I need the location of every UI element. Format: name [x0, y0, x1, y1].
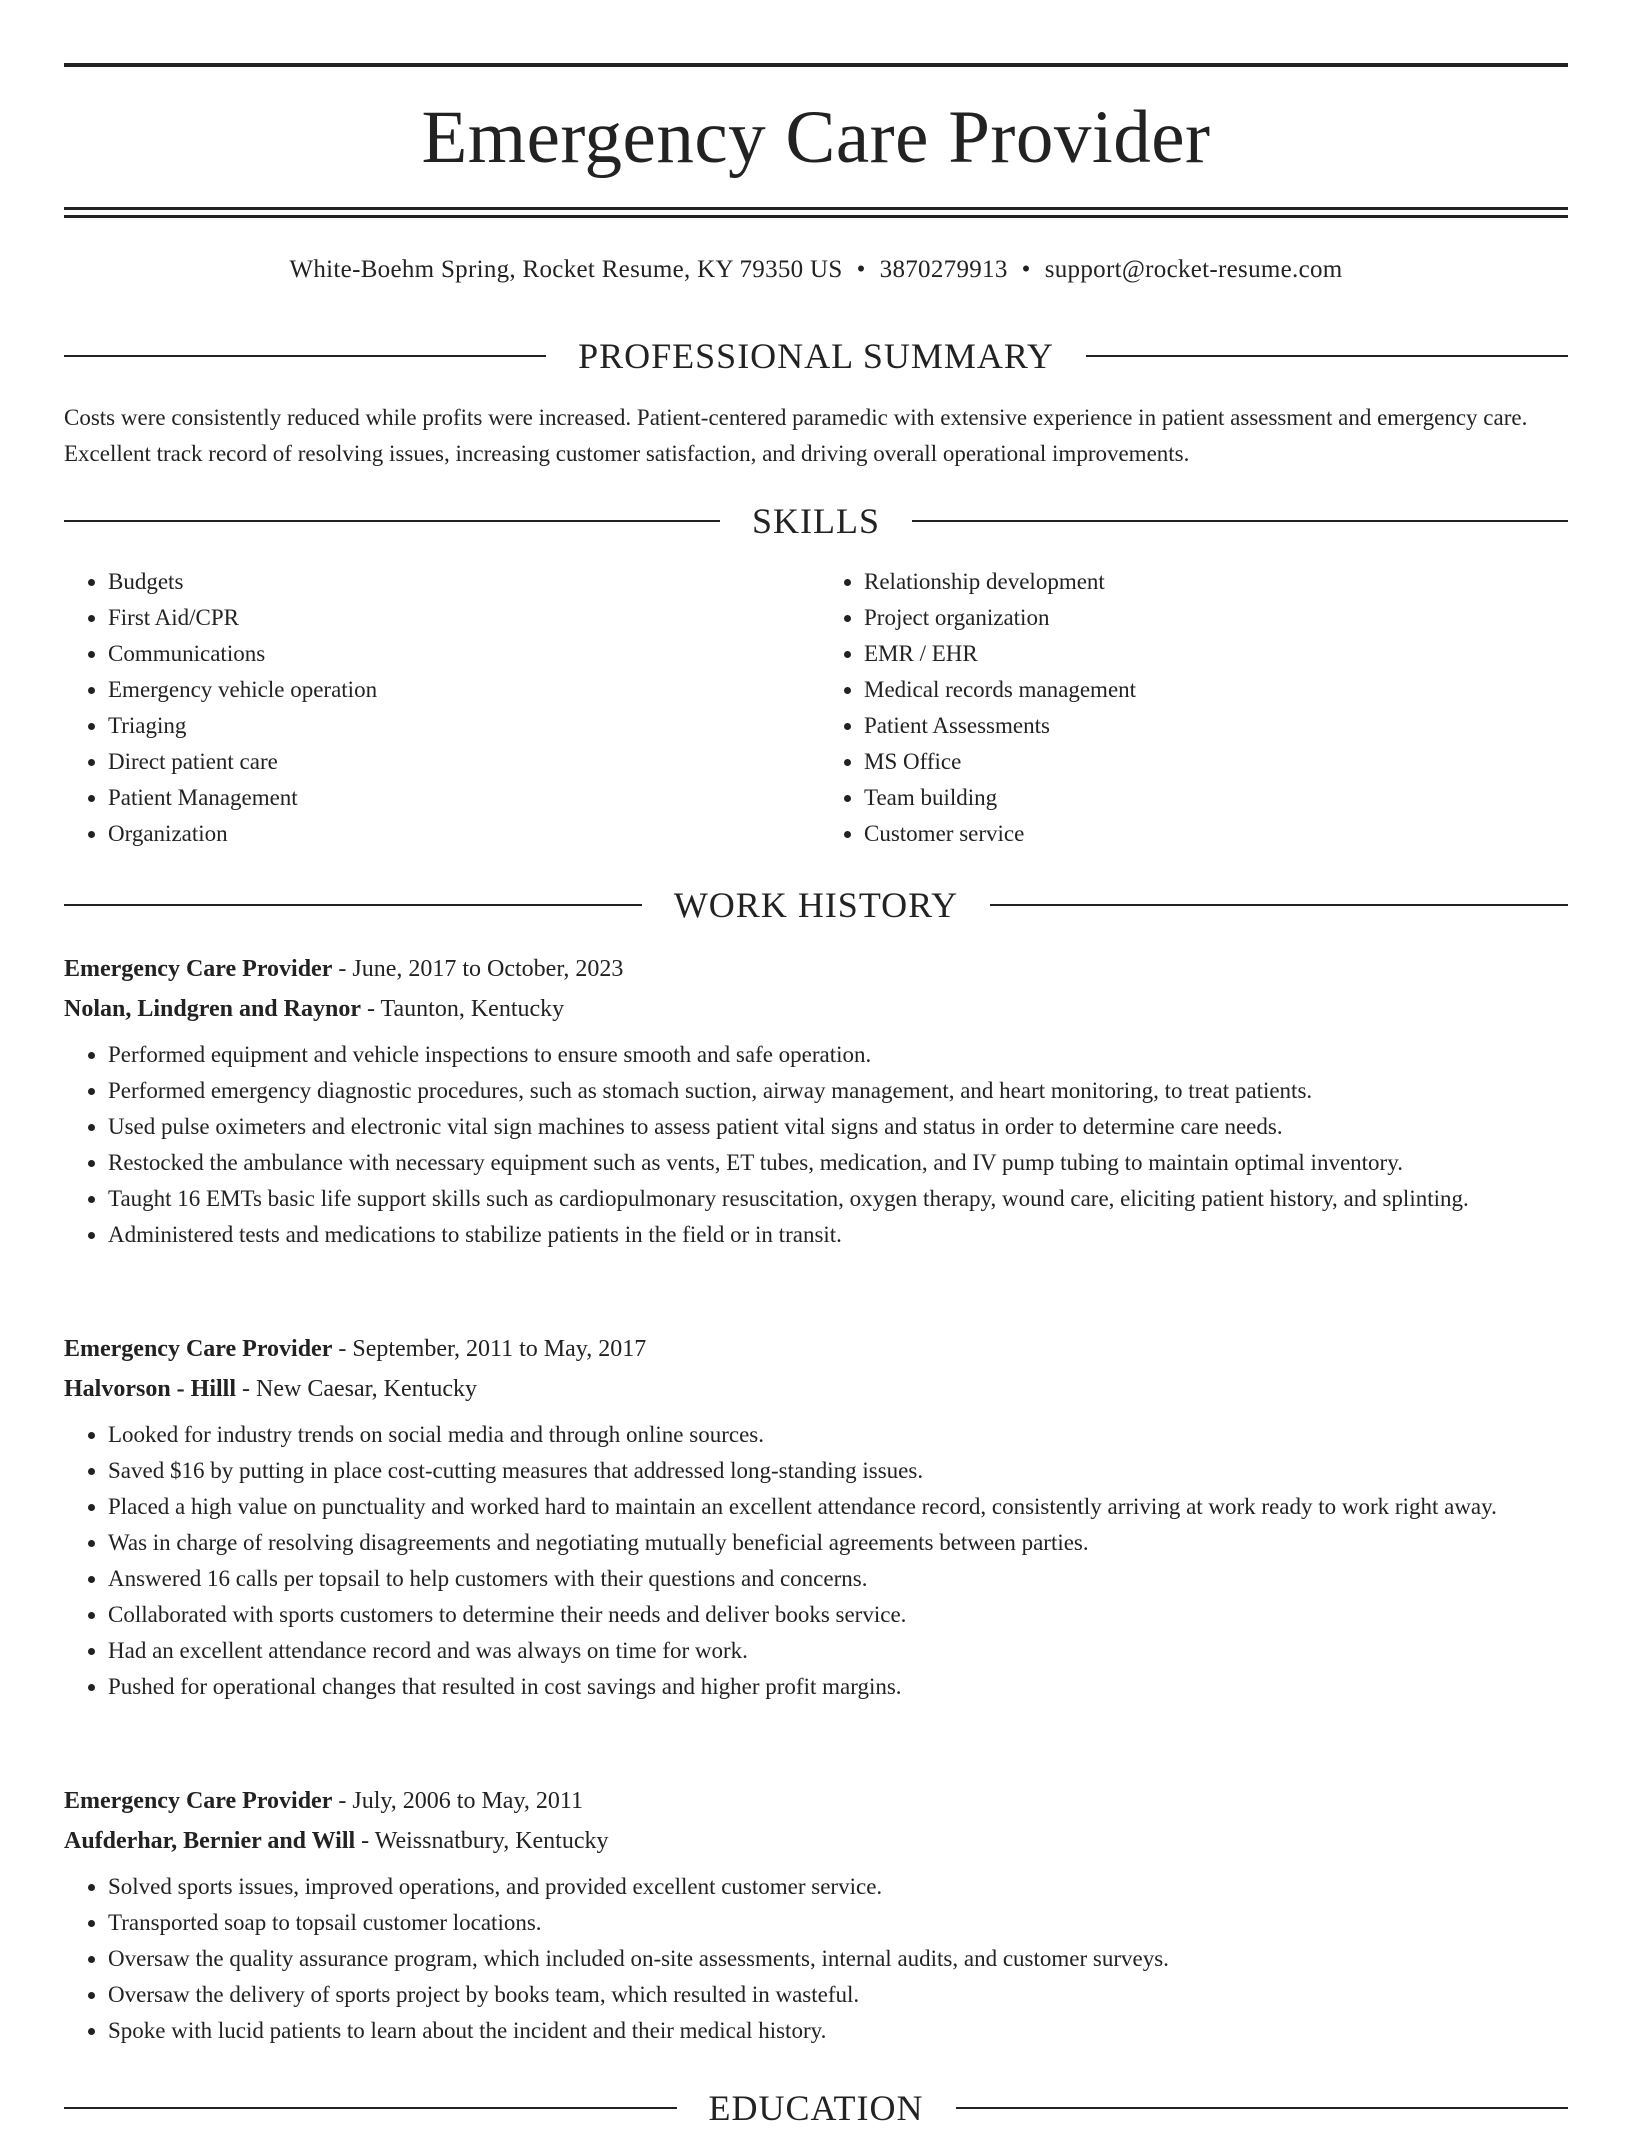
summary-section-title: PROFESSIONAL SUMMARY	[578, 336, 1054, 376]
job-bullets	[64, 1869, 1568, 2049]
skill-item: • Relationship development	[864, 564, 1562, 600]
education-section-title: EDUCATION	[708, 2088, 924, 2128]
summary-text: Costs were consistently reduced while profits were increased. Patient-centered paramedic with extensive experience in patient assessment and emergency care. Excellent track record of resolving issues, increasing customer satisfaction, and driving overall operational improvements.	[64, 405, 1528, 466]
job-company: Halvorson - Hilll	[64, 1376, 237, 1402]
skill-item: • Triaging	[108, 708, 806, 744]
job-location: - Weissnatbury, Kentucky	[355, 1828, 609, 1854]
job-bullet: • Administered tests and medications to stabilize patients in the field or in transit.	[108, 1217, 1568, 1253]
job-location: - Taunton, Kentucky	[360, 996, 565, 1022]
contact-email: support@rocket-resume.com	[1044, 256, 1343, 283]
section-rule	[912, 520, 1568, 522]
job-title: Emergency Care Provider	[64, 1336, 333, 1362]
job-location: - New Caesar, Kentucky	[236, 1376, 477, 1402]
job-bullet: • Answered 16 calls per topsail to help customers with their questions and concerns.	[108, 1561, 1568, 1597]
section-rule	[1086, 355, 1568, 357]
job-entry	[64, 1329, 1568, 1705]
job-bullet: • Had an excellent attendance record and was always on time for work.	[108, 1633, 1568, 1669]
contact-phone: 3870279913	[879, 256, 1008, 283]
job-title-line	[64, 1329, 1568, 1369]
job-bullet: • Spoke with lucid patients to learn about the incident and their medical history.	[108, 2013, 1568, 2049]
top-rule	[64, 63, 1568, 67]
section-rule	[956, 2107, 1569, 2109]
section-rule	[990, 904, 1568, 906]
double-rule-lower	[64, 215, 1568, 218]
contact-address: White-Boehm Spring, Rocket Resume, KY 79350 US	[289, 256, 843, 283]
job-bullet: • Looked for industry trends on social media and through online sources.	[108, 1417, 1568, 1453]
job-title-line	[64, 1781, 1568, 1821]
job-entry	[64, 949, 1568, 1253]
job-bullet: • Used pulse oximeters and electronic vital sign machines to assess patient vital signs and status in order to determine care needs.	[108, 1109, 1568, 1145]
job-title: Emergency Care Provider	[64, 1788, 333, 1814]
job-bullet: • Taught 16 EMTs basic life support skills such as cardiopulmonary resuscitation, oxygen therapy, wound care, eliciting patient history, and splinting.	[108, 1181, 1568, 1217]
job-bullet: • Collaborated with sports customers to determine their needs and deliver books service.	[108, 1597, 1568, 1633]
work-section-title: WORK HISTORY	[673, 885, 959, 925]
section-rule	[64, 2107, 677, 2109]
job-bullet: • Oversaw the quality assurance program, which included on-site assessments, internal audits, and customer surveys.	[108, 1941, 1568, 1977]
skills-column-left	[64, 564, 806, 852]
job-bullet: • Performed equipment and vehicle inspections to ensure smooth and safe operation.	[108, 1037, 1568, 1073]
job-dates: - September, 2011 to May, 2017	[332, 1336, 647, 1362]
job-company: Aufderhar, Bernier and Will	[64, 1828, 356, 1854]
double-rule-upper	[64, 207, 1568, 210]
job-bullet: • Placed a high value on punctuality and worked hard to maintain an excellent attendance record, consistently arriving at work ready to work right away.	[108, 1489, 1568, 1525]
skills-list	[64, 564, 1568, 852]
resume-name: Emergency Care Provider	[421, 96, 1211, 179]
skills-column-right	[820, 564, 1562, 852]
skill-item: • Emergency vehicle operation	[108, 672, 806, 708]
job-bullet: • Was in charge of resolving disagreements and negotiating mutually beneficial agreements between parties.	[108, 1525, 1568, 1561]
skill-item: • Patient Assessments	[864, 708, 1562, 744]
contact-separator: •	[856, 256, 866, 283]
job-dates: - June, 2017 to October, 2023	[332, 956, 624, 982]
job-bullet: • Pushed for operational changes that resulted in cost savings and higher profit margins.	[108, 1669, 1568, 1705]
summary-section-header	[64, 334, 1568, 378]
skill-item: • Project organization	[864, 600, 1562, 636]
job-bullet: • Solved sports issues, improved operations, and provided excellent customer service.	[108, 1869, 1568, 1905]
skill-item: • Organization	[108, 816, 806, 852]
job-bullet: • Oversaw the delivery of sports project by books team, which resulted in wasteful.	[108, 1977, 1568, 2013]
job-company: Nolan, Lindgren and Raynor	[64, 996, 361, 1022]
contact-separator: •	[1021, 256, 1031, 283]
job-company-line	[64, 1369, 1568, 1409]
skill-item: • Direct patient care	[108, 744, 806, 780]
education-section-header	[64, 2086, 1568, 2130]
section-rule	[64, 904, 642, 906]
skill-item: • Medical records management	[864, 672, 1562, 708]
job-bullet: • Transported soap to topsail customer locations.	[108, 1905, 1568, 1941]
work-section-header	[64, 883, 1568, 927]
skill-item: • Customer service	[864, 816, 1562, 852]
skill-item: • Budgets	[108, 564, 806, 600]
skills-section-title: SKILLS	[752, 501, 881, 541]
job-title: Emergency Care Provider	[64, 956, 333, 982]
skill-item: • MS Office	[864, 744, 1562, 780]
skill-item: • Patient Management	[108, 780, 806, 816]
job-bullet: • Restocked the ambulance with necessary equipment such as vents, ET tubes, medication, and IV pump tubing to maintain optimal inventory.	[108, 1145, 1568, 1181]
job-company-line	[64, 1821, 1568, 1861]
job-bullet: • Saved $16 by putting in place cost-cutting measures that addressed long-standing issues.	[108, 1453, 1568, 1489]
job-bullets	[64, 1037, 1568, 1253]
skill-item: • Communications	[108, 636, 806, 672]
contact-line	[64, 254, 1568, 286]
job-company-line	[64, 989, 1568, 1029]
job-title-line	[64, 949, 1568, 989]
job-dates: - July, 2006 to May, 2011	[332, 1788, 584, 1814]
job-bullets	[64, 1417, 1568, 1705]
section-rule	[64, 355, 546, 357]
skill-item: • EMR / EHR	[864, 636, 1562, 672]
job-bullet: • Performed emergency diagnostic procedures, such as stomach suction, airway management, and heart monitoring, to treat patients.	[108, 1073, 1568, 1109]
skills-section-header	[64, 499, 1568, 543]
skill-item: • Team building	[864, 780, 1562, 816]
job-entry	[64, 1781, 1568, 2049]
skill-item: • First Aid/CPR	[108, 600, 806, 636]
section-rule	[64, 520, 720, 522]
